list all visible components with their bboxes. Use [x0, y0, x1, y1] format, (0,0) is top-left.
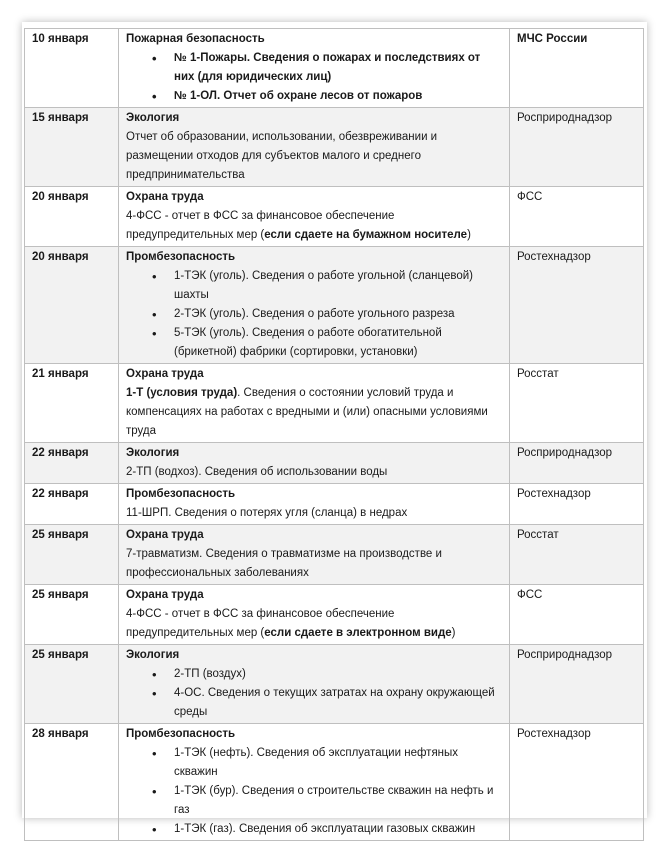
description-cell [119, 484, 510, 525]
report-list [126, 267, 502, 362]
date-cell: 25 января [25, 585, 119, 645]
report-text-end: ) [451, 627, 456, 639]
category-label: Пожарная безопасность [126, 33, 265, 45]
date-cell: 25 января [25, 645, 119, 724]
report-text: 11-ШРП. Сведения о потерях угля (сланца) в недрах [126, 507, 408, 519]
report-text-start: 4-ФСС - отчет в ФСС за финансовое обеспечение предупредительных мер ( [126, 210, 395, 241]
table-row [25, 364, 644, 443]
report-item: • № 1-ОЛ. Отчет об охране лесов от пожаров [174, 87, 502, 106]
category-label: Охрана труда [126, 529, 204, 541]
description-cell [119, 108, 510, 187]
table-row [25, 108, 644, 187]
category-label: Промбезопасность [126, 728, 236, 740]
date-cell: 20 января [25, 187, 119, 247]
description-cell [119, 187, 510, 247]
report-item: • 1-ТЭК (уголь). Сведения о работе угольной (сланцевой) шахты [174, 267, 502, 305]
date-cell: 22 января [25, 443, 119, 484]
description-cell [119, 443, 510, 484]
agency-cell: Ростехнадзор [510, 247, 644, 364]
agency-cell: ФСС [510, 585, 644, 645]
date-cell: 10 января [25, 29, 119, 108]
report-item: • 2-ТЭК (уголь). Сведения о работе угольного разреза [174, 305, 502, 324]
report-item: • 5-ТЭК (уголь). Сведения о работе обогатительной (брикетной) фабрики (сортировки, установки) [174, 324, 502, 362]
report-list [126, 665, 502, 722]
document-page [22, 22, 647, 835]
agency-cell: Росстат [510, 525, 644, 585]
report-item: • 4-ОС. Сведения о текущих затратах на охрану окружающей среды [174, 684, 502, 722]
description-cell [119, 585, 510, 645]
description-cell [119, 525, 510, 585]
reporting-calendar-table [24, 28, 644, 841]
report-code: 1-Т (условия труда) [126, 387, 238, 399]
report-text: 2-ТП (водхоз). Сведения об использовании воды [126, 466, 388, 478]
description-cell [119, 29, 510, 108]
category-label: Промбезопасность [126, 251, 236, 263]
date-cell: 15 января [25, 108, 119, 187]
table-row [25, 724, 644, 841]
category-label: Экология [126, 447, 180, 459]
date-cell: 21 января [25, 364, 119, 443]
report-item: • 1-ТЭК (бур). Сведения о строительстве скважин на нефть и газ [174, 782, 502, 820]
submission-note: если сдаете на бумажном носителе [264, 229, 468, 241]
agency-cell: Росприроднадзор [510, 645, 644, 724]
report-item: • 1-ТЭК (газ). Сведения об эксплуатации газовых скважин [174, 820, 502, 839]
table-row [25, 645, 644, 724]
report-text-end: ) [467, 229, 471, 241]
date-cell: 25 января [25, 525, 119, 585]
description-cell [119, 724, 510, 841]
agency-cell: Росприроднадзор [510, 443, 644, 484]
submission-note: если сдаете в электронном виде [264, 627, 452, 639]
report-text-start: 4-ФСС - отчет в ФСС за финансовое обеспечение предупредительных мер ( [126, 608, 395, 639]
agency-cell: Ростехнадзор [510, 484, 644, 525]
report-list [126, 744, 502, 839]
description-cell [119, 645, 510, 724]
report-text: Отчет об образовании, использовании, обезвреживании и размещении отходов для субъектов малого и среднего предпринимательства [126, 131, 438, 181]
report-text [126, 384, 502, 441]
category-label: Промбезопасность [126, 488, 236, 500]
category-label: Охрана труда [126, 191, 204, 203]
agency-cell: Ростехнадзор [510, 724, 644, 841]
report-item: • 2-ТП (воздух) [174, 665, 502, 684]
description-cell [119, 364, 510, 443]
report-text [126, 605, 502, 643]
date-cell: 20 января [25, 247, 119, 364]
table-row [25, 187, 644, 247]
table-row [25, 484, 644, 525]
category-label: Экология [126, 649, 180, 661]
agency-cell: МЧС России [510, 29, 644, 108]
table-row [25, 29, 644, 108]
agency-cell: Росприроднадзор [510, 108, 644, 187]
table-row [25, 443, 644, 484]
description-cell [119, 247, 510, 364]
category-label: Экология [126, 112, 180, 124]
table-row [25, 247, 644, 364]
report-list [126, 49, 502, 106]
category-label: Охрана труда [126, 368, 204, 380]
report-item: • № 1-Пожары. Сведения о пожарах и последствиях от них (для юридических лиц) [174, 49, 502, 87]
table-row [25, 585, 644, 645]
agency-cell: ФСС [510, 187, 644, 247]
report-text-rest: . Сведения о состоянии условий труда и компенсациях на работах с вредными и (или) опасными условиями труда [126, 387, 488, 437]
report-text [126, 207, 502, 245]
report-item: • 1-ТЭК (нефть). Сведения об эксплуатации нефтяных скважин [174, 744, 502, 782]
agency-cell: Росстат [510, 364, 644, 443]
report-text: 7-травматизм. Сведения о травматизме на производстве и профессиональных заболеваниях [126, 548, 442, 579]
date-cell: 28 января [25, 724, 119, 841]
category-label: Охрана труда [126, 589, 204, 601]
date-cell: 22 января [25, 484, 119, 525]
table-row [25, 525, 644, 585]
